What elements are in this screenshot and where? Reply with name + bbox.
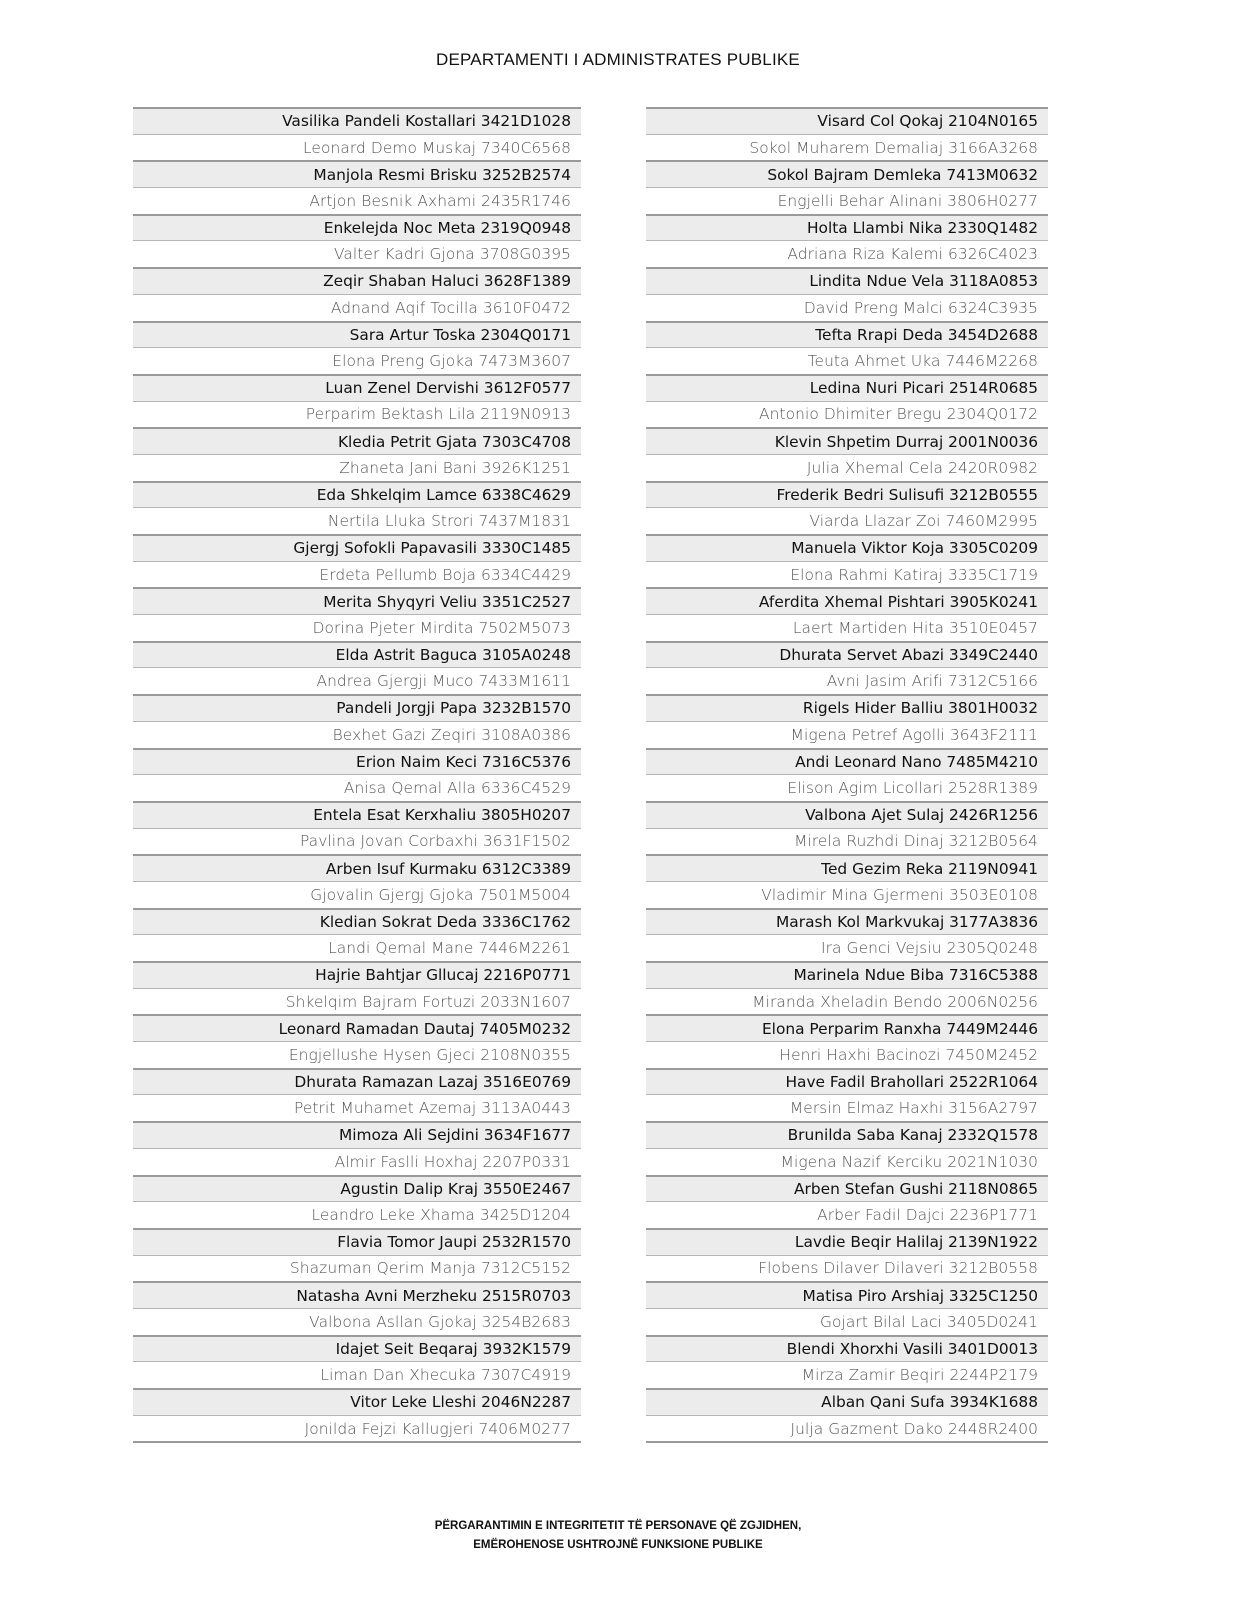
list-item xyxy=(646,1068,1048,1095)
list-item xyxy=(133,1201,581,1228)
list-item-text: Sokol Muharem Demaliaj 3166A3268 xyxy=(749,138,1038,157)
list-item-text: Arben Isuf Kurmaku 6312C3389 xyxy=(325,859,571,878)
footer-line-1: PËRGARANTIMIN E INTEGRITETIT TË PERSONAVE QË ZGJIDHEN, xyxy=(434,1520,802,1532)
list-item-text: Miranda Xheladin Bendo 2006N0256 xyxy=(752,992,1038,1011)
list-item xyxy=(133,934,581,961)
list-item-text: Entela Esat Kerxhaliu 3805H0207 xyxy=(313,806,571,825)
list-item xyxy=(646,1255,1048,1282)
list-item-text: Flavia Tomor Jaupi 2532R1570 xyxy=(337,1233,571,1252)
list-item-text: Sara Artur Toska 2304Q0171 xyxy=(349,325,571,344)
list-item-text: Elona Preng Gjoka 7473M3607 xyxy=(332,352,571,371)
list-item xyxy=(133,1335,581,1362)
list-item-text: Leonard Ramadan Dautaj 7405M0232 xyxy=(278,1019,571,1038)
list-item xyxy=(133,1094,581,1121)
list-item xyxy=(646,694,1048,721)
list-item xyxy=(646,1335,1048,1362)
list-item-text: Ledina Nuri Picari 2514R0685 xyxy=(809,379,1038,398)
list-item xyxy=(646,1201,1048,1228)
list-item-text: Bexhet Gazi Zeqiri 3108A0386 xyxy=(332,725,571,744)
list-item xyxy=(133,614,581,641)
list-item-text: Julia Xhemal Cela 2420R0982 xyxy=(806,458,1038,477)
list-item xyxy=(133,374,581,401)
list-item-text: Mirela Ruzhdi Dinaj 3212B0564 xyxy=(794,832,1038,851)
list-item-text: Viarda Llazar Zoi 7460M2995 xyxy=(809,512,1038,531)
list-item-text: Antonio Dhimiter Bregu 2304Q0172 xyxy=(758,405,1038,424)
list-item xyxy=(646,801,1048,828)
list-item-text: Vasilika Pandeli Kostallari 3421D1028 xyxy=(282,112,571,131)
page-title: DEPARTAMENTI I ADMINISTRATES PUBLIKE xyxy=(436,50,800,69)
list-item xyxy=(646,134,1048,161)
list-item xyxy=(646,587,1048,614)
list-item xyxy=(646,481,1048,508)
list-item xyxy=(646,401,1048,428)
list-item-text: Brunilda Saba Kanaj 2332Q1578 xyxy=(787,1126,1038,1145)
list-item-text: Engjelli Behar Alinani 3806H0277 xyxy=(777,191,1038,210)
list-item xyxy=(646,214,1048,241)
list-item-text: Mirza Zamir Beqiri 2244P2179 xyxy=(801,1366,1038,1385)
list-item-text: Perparim Bektash Lila 2119N0913 xyxy=(305,405,571,424)
list-item-text: Sokol Bajram Demleka 7413M0632 xyxy=(767,165,1038,184)
list-item xyxy=(646,507,1048,534)
list-item-text: Mimoza Ali Sejdini 3634F1677 xyxy=(338,1126,571,1145)
list-item xyxy=(646,908,1048,935)
list-item xyxy=(133,427,581,454)
list-item xyxy=(646,854,1048,881)
list-item-text: Erdeta Pellumb Boja 6334C4429 xyxy=(319,565,571,584)
list-item xyxy=(133,828,581,855)
footer-line-2: EMËROHENOSE USHTROJNË FUNKSIONE PUBLIKE xyxy=(473,1539,763,1551)
list-item-text: Lindita Ndue Vela 3118A0853 xyxy=(809,272,1038,291)
list-item-text: Frederik Bedri Sulisufi 3212B0555 xyxy=(776,485,1038,504)
list-item-text: Flobens Dilaver Dilaveri 3212B0558 xyxy=(758,1259,1038,1278)
list-item xyxy=(646,1094,1048,1121)
list-item-text: Petrit Muhamet Azemaj 3113A0443 xyxy=(293,1099,571,1118)
list-item xyxy=(646,641,1048,668)
list-item xyxy=(646,1041,1048,1068)
list-item xyxy=(133,641,581,668)
list-item xyxy=(646,561,1048,588)
list-item-text: Vitor Leke Lleshi 2046N2287 xyxy=(350,1393,571,1412)
list-item-text: Blendi Xhorxhi Vasili 3401D0013 xyxy=(786,1339,1038,1358)
list-item xyxy=(646,427,1048,454)
list-item-text: Avni Jasim Arifi 7312C5166 xyxy=(826,672,1038,691)
list-item-text: Valbona Asllan Gjokaj 3254B2683 xyxy=(309,1312,571,1331)
list-item xyxy=(133,481,581,508)
list-item-text: Teuta Ahmet Uka 7446M2268 xyxy=(807,352,1038,371)
list-item xyxy=(133,187,581,214)
list-item-text: Merita Shyqyri Veliu 3351C2527 xyxy=(323,592,571,611)
list-item-text: Dhurata Ramazan Lazaj 3516E0769 xyxy=(294,1073,571,1092)
list-item-text: Zhaneta Jani Bani 3926K1251 xyxy=(339,458,571,477)
list-item xyxy=(133,240,581,267)
list-item-text: Manjola Resmi Brisku 3252B2574 xyxy=(313,165,571,184)
list-item xyxy=(646,774,1048,801)
list-item-text: Adnand Aqif Tocilla 3610F0472 xyxy=(330,298,571,317)
list-item xyxy=(646,934,1048,961)
list-item-text: Erion Naim Keci 7316C5376 xyxy=(355,752,571,771)
list-item-text: Matisa Piro Arshiaj 3325C1250 xyxy=(802,1286,1038,1305)
list-item xyxy=(133,294,581,321)
list-item-text: Dhurata Servet Abazi 3349C2440 xyxy=(779,646,1038,665)
list-item xyxy=(133,667,581,694)
list-item xyxy=(646,828,1048,855)
list-item-text: Shazuman Qerim Manja 7312C5152 xyxy=(289,1259,571,1278)
list-item xyxy=(133,1041,581,1068)
list-item-text: Elda Astrit Baguca 3105A0248 xyxy=(335,646,571,665)
list-item xyxy=(133,1121,581,1148)
list-item xyxy=(646,187,1048,214)
list-item-text: Alban Qani Sufa 3934K1688 xyxy=(821,1393,1038,1412)
list-item xyxy=(646,1175,1048,1202)
list-item-text: Hajrie Bahtjar Gllucaj 2216P0771 xyxy=(315,966,571,985)
list-item-text: Aferdita Xhemal Pishtari 3905K0241 xyxy=(758,592,1038,611)
page-footer xyxy=(0,1517,1236,1555)
list-item-text: Leonard Demo Muskaj 7340C6568 xyxy=(303,138,571,157)
list-item-text: Andrea Gjergji Muco 7433M1611 xyxy=(316,672,571,691)
list-item xyxy=(646,1121,1048,1148)
list-item-text: Kledia Petrit Gjata 7303C4708 xyxy=(337,432,571,451)
list-item-text: Andi Leonard Nano 7485M4210 xyxy=(795,752,1038,771)
list-item-text: Arben Stefan Gushi 2118N0865 xyxy=(794,1179,1038,1198)
list-item-text: Almir Faslli Hoxhaj 2207P0331 xyxy=(334,1152,571,1171)
list-item-text: Lavdie Beqir Halilaj 2139N1922 xyxy=(794,1233,1038,1252)
list-item-text: Tefta Rrapi Deda 3454D2688 xyxy=(815,325,1038,344)
list-item-text: Gjergj Sofokli Papavasili 3330C1485 xyxy=(293,539,571,558)
list-item-text: Shkelqim Bajram Fortuzi 2033N1607 xyxy=(285,992,571,1011)
list-item xyxy=(646,1281,1048,1308)
list-item xyxy=(133,1148,581,1175)
list-item-text: Zeqir Shaban Haluci 3628F1389 xyxy=(323,272,571,291)
left-name-list xyxy=(133,107,581,1443)
list-item xyxy=(133,534,581,561)
list-item xyxy=(646,294,1048,321)
list-item-text: Enkelejda Noc Meta 2319Q0948 xyxy=(323,219,571,238)
list-item-text: Elona Rahmi Katiraj 3335C1719 xyxy=(790,565,1038,584)
list-item xyxy=(646,1388,1048,1415)
list-item xyxy=(646,721,1048,748)
list-item xyxy=(133,214,581,241)
list-item xyxy=(646,1308,1048,1335)
list-item-text: Visard Col Qokaj 2104N0165 xyxy=(817,112,1038,131)
list-item xyxy=(646,1014,1048,1041)
list-item-text: Jonilda Fejzi Kallugjeri 7406M0277 xyxy=(304,1419,571,1438)
list-item xyxy=(133,160,581,187)
list-item-text: Julja Gazment Dako 2448R2400 xyxy=(790,1419,1038,1438)
list-item xyxy=(646,1415,1048,1442)
list-item xyxy=(133,721,581,748)
list-item-text: Luan Zenel Dervishi 3612F0577 xyxy=(325,379,571,398)
list-item-text: Have Fadil Brahollari 2522R1064 xyxy=(785,1073,1038,1092)
list-item-text: Dorina Pjeter Mirdita 7502M5073 xyxy=(312,618,571,637)
list-item xyxy=(646,454,1048,481)
list-item xyxy=(133,1255,581,1282)
list-item-text: Elona Perparim Ranxha 7449M2446 xyxy=(761,1019,1038,1038)
list-bottom-rule xyxy=(133,1441,581,1443)
list-item-text: Arber Fadil Dajci 2236P1771 xyxy=(817,1206,1038,1225)
list-item xyxy=(133,587,581,614)
list-item-text: Pavlina Jovan Corbaxhi 3631F1502 xyxy=(299,832,571,851)
list-item-text: Migena Nazif Kerciku 2021N1030 xyxy=(780,1152,1038,1171)
list-item xyxy=(133,107,581,134)
list-item-text: Gjovalin Gjergj Gjoka 7501M5004 xyxy=(310,885,571,904)
list-bottom-rule xyxy=(646,1441,1048,1443)
list-item xyxy=(133,1308,581,1335)
list-item xyxy=(646,667,1048,694)
list-item xyxy=(646,614,1048,641)
list-item xyxy=(646,347,1048,374)
list-item xyxy=(133,267,581,294)
list-item-text: Vladimir Mina Gjermeni 3503E0108 xyxy=(761,885,1038,904)
list-item-text: Agustin Dalip Kraj 3550E2467 xyxy=(340,1179,571,1198)
list-item xyxy=(133,881,581,908)
list-item-text: Marash Kol Markvukaj 3177A3836 xyxy=(776,912,1038,931)
list-item xyxy=(646,1361,1048,1388)
list-item xyxy=(646,321,1048,348)
list-item xyxy=(646,534,1048,561)
list-item-text: Elison Agim Licollari 2528R1389 xyxy=(787,779,1038,798)
list-item xyxy=(133,454,581,481)
list-item xyxy=(133,401,581,428)
list-item xyxy=(646,881,1048,908)
list-item-text: Holta Llambi Nika 2330Q1482 xyxy=(806,219,1038,238)
list-item xyxy=(133,1361,581,1388)
list-item xyxy=(133,1281,581,1308)
list-item-text: Valbona Ajet Sulaj 2426R1256 xyxy=(805,806,1038,825)
list-item-text: Ted Gezim Reka 2119N0941 xyxy=(821,859,1038,878)
list-item-text: Klevin Shpetim Durraj 2001N0036 xyxy=(774,432,1038,451)
list-item xyxy=(133,1068,581,1095)
list-item-text: Migena Petref Agolli 3643F2111 xyxy=(790,725,1038,744)
list-item-text: Gojart Bilal Laci 3405D0241 xyxy=(819,1312,1038,1331)
list-item xyxy=(133,321,581,348)
list-item xyxy=(133,134,581,161)
list-item-text: Laert Martiden Hita 3510E0457 xyxy=(792,618,1038,637)
list-item xyxy=(133,1175,581,1202)
list-item xyxy=(133,1228,581,1255)
list-item xyxy=(133,908,581,935)
list-item-text: Valter Kadri Gjona 3708G0395 xyxy=(333,245,571,264)
list-item-text: Nertila Lluka Strori 7437M1831 xyxy=(327,512,571,531)
list-item xyxy=(133,347,581,374)
list-item-text: Manuela Viktor Koja 3305C0209 xyxy=(791,539,1038,558)
list-item xyxy=(646,374,1048,401)
list-item-text: Ira Genci Vejsiu 2305Q0248 xyxy=(820,939,1038,958)
list-item-text: Rigels Hider Balliu 3801H0032 xyxy=(802,699,1038,718)
list-item xyxy=(646,748,1048,775)
list-item-text: Eda Shkelqim Lamce 6338C4629 xyxy=(316,485,571,504)
list-item xyxy=(646,1148,1048,1175)
list-item xyxy=(133,507,581,534)
list-item-text: Idajet Seit Beqaraj 3932K1579 xyxy=(335,1339,571,1358)
list-item xyxy=(133,774,581,801)
list-item xyxy=(133,1014,581,1041)
list-item-text: Pandeli Jorgji Papa 3232B1570 xyxy=(336,699,571,718)
list-item-text: Artjon Besnik Axhami 2435R1746 xyxy=(309,191,571,210)
list-item xyxy=(646,240,1048,267)
list-item xyxy=(133,748,581,775)
list-item xyxy=(646,107,1048,134)
list-item-text: Leandro Leke Xhama 3425D1204 xyxy=(311,1206,571,1225)
list-item xyxy=(133,961,581,988)
list-item-text: Henri Haxhi Bacinozi 7450M2452 xyxy=(779,1045,1038,1064)
list-item xyxy=(133,1388,581,1415)
list-item-text: Natasha Avni Merzheku 2515R0703 xyxy=(296,1286,571,1305)
list-item xyxy=(646,988,1048,1015)
list-item xyxy=(133,854,581,881)
list-item xyxy=(133,1415,581,1442)
list-item-text: Liman Dan Xhecuka 7307C4919 xyxy=(320,1366,571,1385)
list-item xyxy=(133,694,581,721)
list-item-text: Engjellushe Hysen Gjeci 2108N0355 xyxy=(288,1045,571,1064)
list-item-text: Kledian Sokrat Deda 3336C1762 xyxy=(319,912,571,931)
list-item-text: Marinela Ndue Biba 7316C5388 xyxy=(793,966,1038,985)
list-item xyxy=(133,561,581,588)
list-item xyxy=(646,267,1048,294)
list-item xyxy=(133,801,581,828)
list-item-text: Landi Qemal Mane 7446M2261 xyxy=(328,939,571,958)
right-name-list xyxy=(646,107,1048,1443)
list-item-text: Adriana Riza Kalemi 6326C4023 xyxy=(787,245,1038,264)
list-item-text: David Preng Malci 6324C3935 xyxy=(803,298,1038,317)
list-item xyxy=(646,961,1048,988)
list-item xyxy=(646,160,1048,187)
list-item xyxy=(133,988,581,1015)
list-item-text: Anisa Qemal Alla 6336C4529 xyxy=(343,779,571,798)
list-item xyxy=(646,1228,1048,1255)
list-item-text: Mersin Elmaz Haxhi 3156A2797 xyxy=(789,1099,1038,1118)
